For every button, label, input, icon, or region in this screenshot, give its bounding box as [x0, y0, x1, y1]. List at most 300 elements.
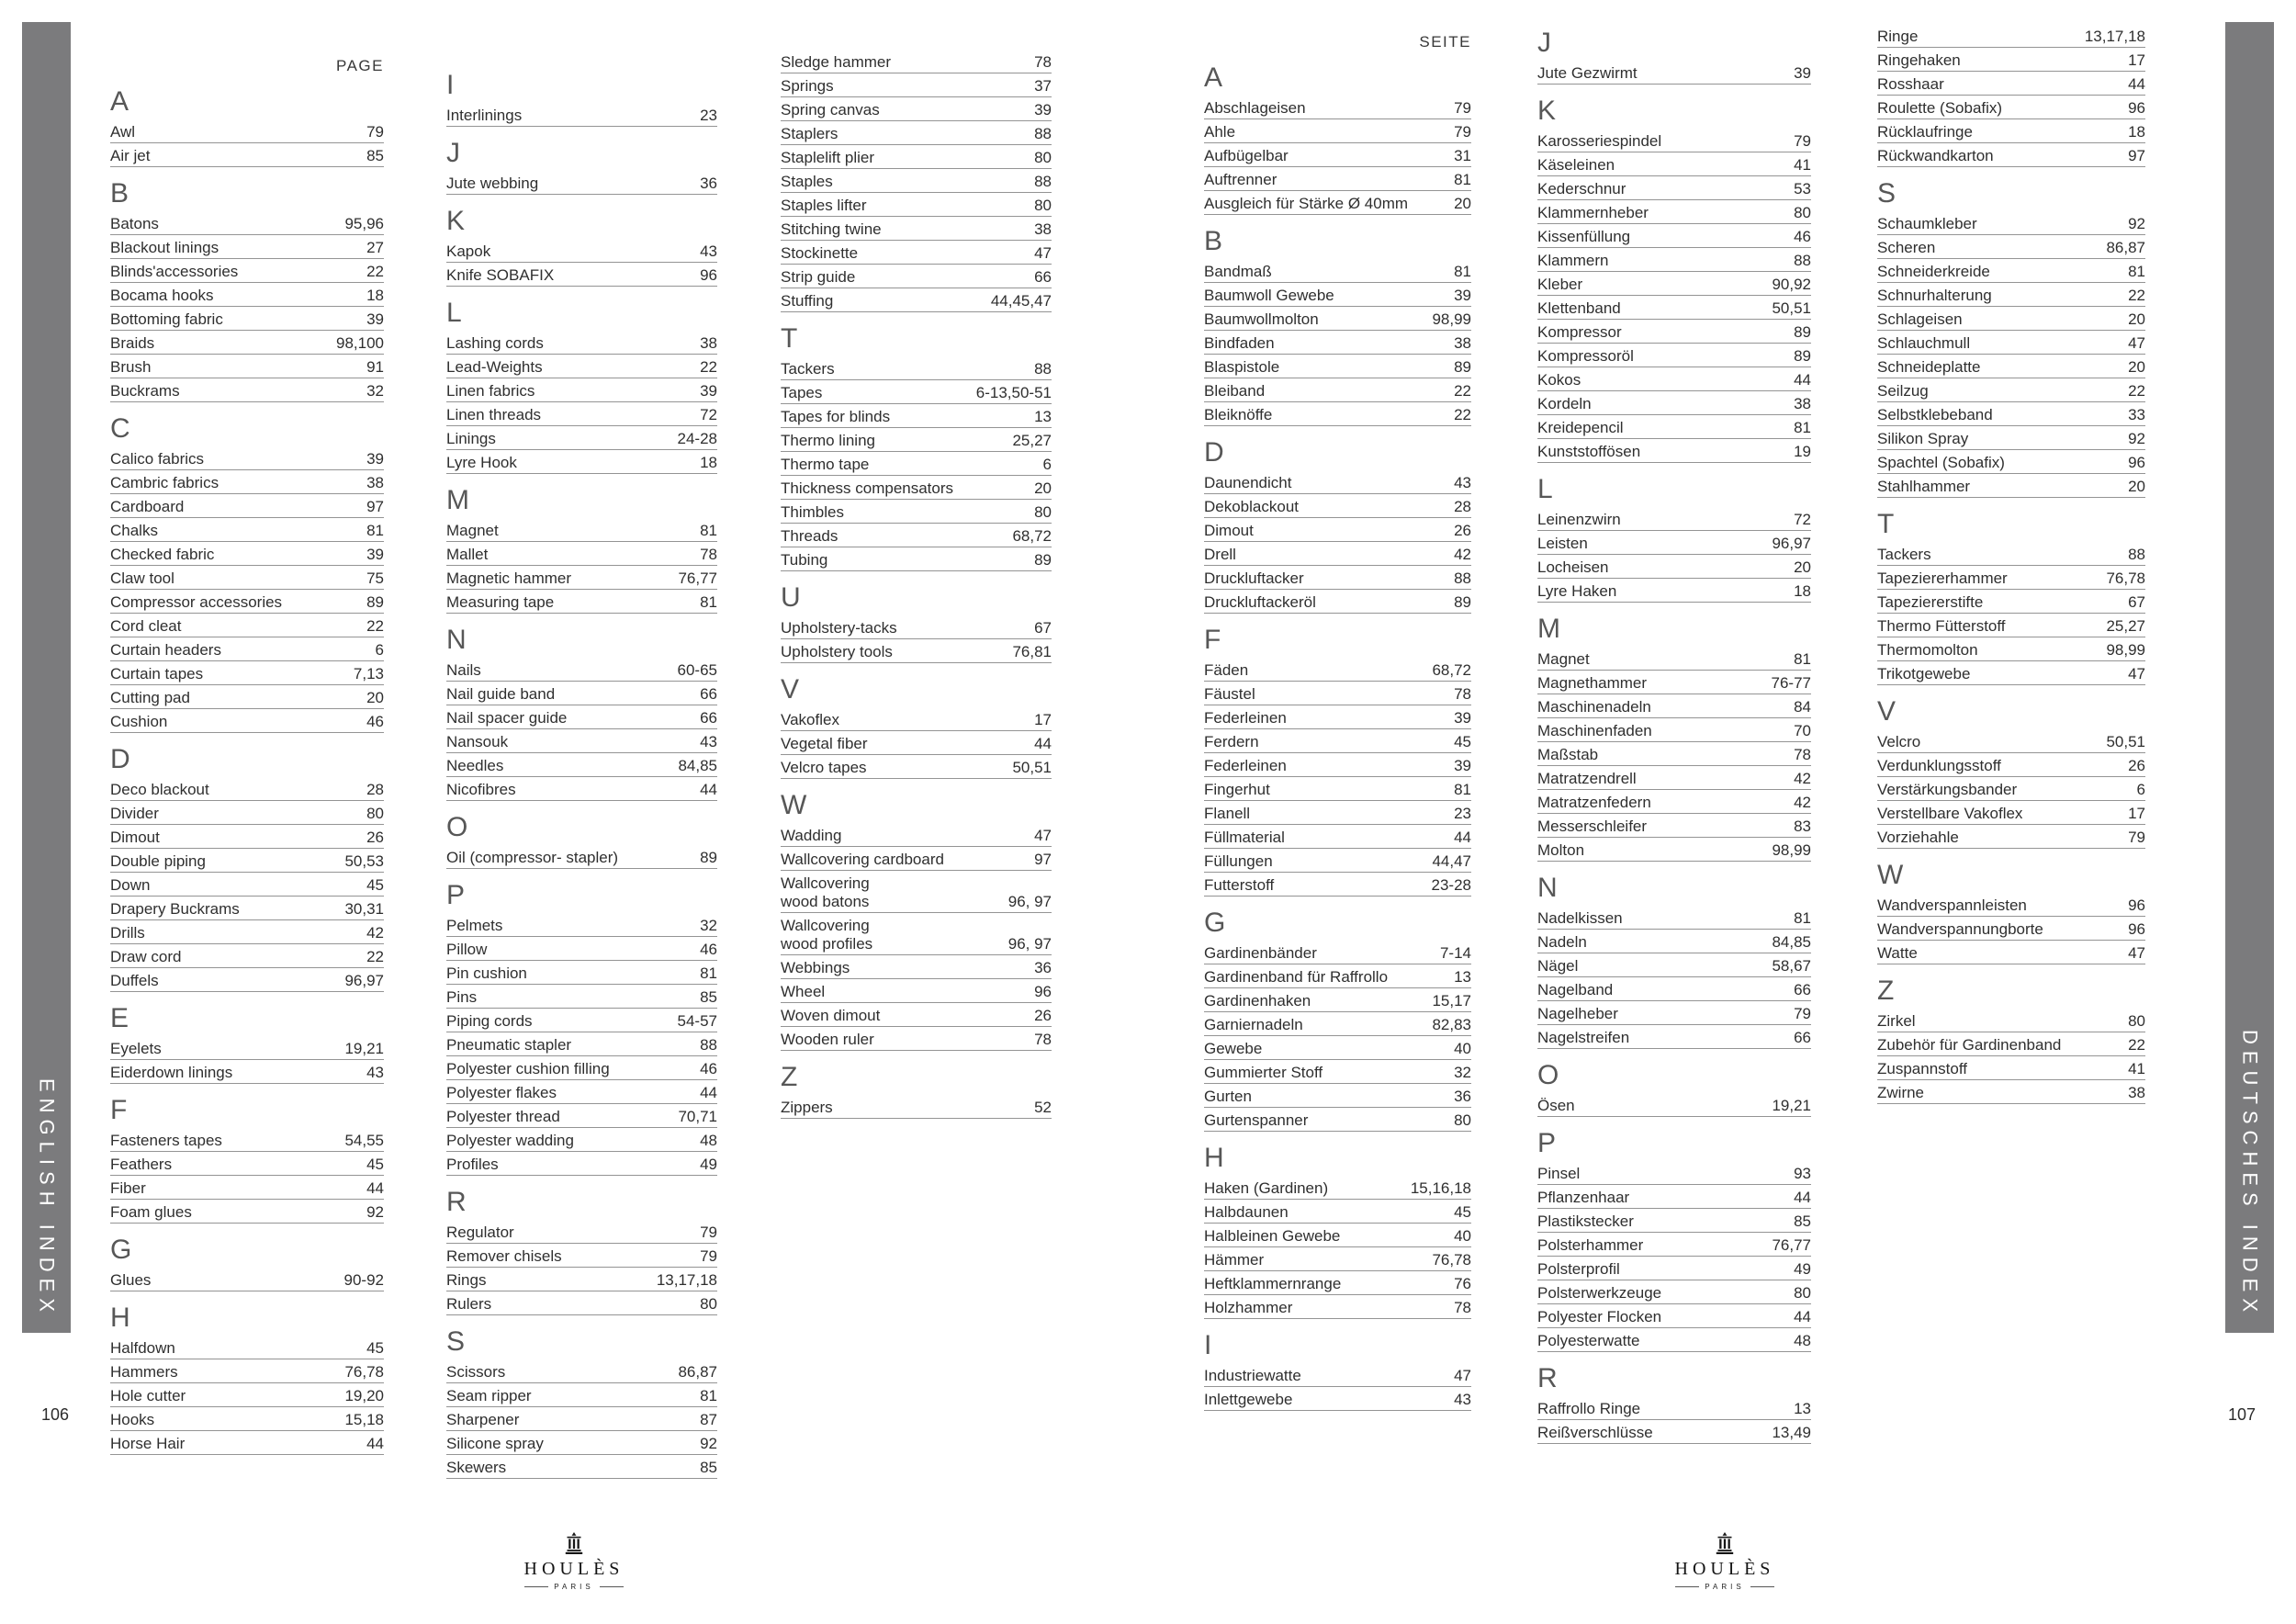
entry-page-number: 81 — [1454, 781, 1471, 798]
index-entry — [1877, 123, 2145, 143]
entry-name: Vakoflex — [781, 711, 839, 728]
entry-name: Seilzug — [1877, 382, 1929, 400]
index-entry — [1537, 933, 1811, 953]
entry-name: Thickness compensators — [781, 479, 954, 497]
entry-name: Schneideplatte — [1877, 358, 1981, 376]
entry-page-number: 96, 97 — [1007, 893, 1052, 910]
entry-name: Drapery Buckrams — [110, 900, 240, 918]
index-entry — [110, 900, 384, 920]
entry-page-number: 92 — [2128, 430, 2145, 447]
entry-name: Gewebe — [1204, 1040, 1263, 1057]
entry-name: Nicofibres — [446, 781, 516, 798]
entry-page-number: 76,77 — [678, 570, 717, 587]
entry-page-number: 6 — [2136, 781, 2145, 798]
index-entry — [110, 1064, 384, 1084]
entry-page-number: 81 — [1454, 171, 1471, 188]
entry-page-number: 91 — [366, 358, 384, 376]
entry-page-number: 96 — [2128, 454, 2145, 471]
section-letter: O — [1537, 1060, 1559, 1090]
entry-name: Bandmaß — [1204, 263, 1272, 280]
entry-page-number: 76 — [1454, 1275, 1471, 1292]
entry-name: Maschinenadeln — [1537, 698, 1651, 716]
entry-page-number: 15,18 — [344, 1411, 384, 1428]
index-entry — [110, 498, 384, 518]
entry-name: Velcro — [1877, 733, 1921, 750]
entry-page-number: 13 — [1034, 408, 1052, 425]
index-entry — [781, 456, 1052, 476]
index-entry — [1877, 781, 2145, 801]
index-entry — [1537, 650, 1811, 671]
entry-page-number: 50,51 — [1012, 759, 1052, 776]
entry-page-number: 38 — [1794, 395, 1811, 412]
entry-page-number: 67 — [2128, 593, 2145, 611]
index-entry — [1877, 593, 2145, 614]
index-entry — [1537, 276, 1811, 296]
index-entry — [781, 735, 1052, 755]
entry-page-number: 79 — [1454, 99, 1471, 117]
entry-name: Blackout linings — [110, 239, 219, 256]
index-entry — [446, 1132, 717, 1152]
entry-name: Käseleinen — [1537, 156, 1615, 174]
entry-name: Spachtel (Sobafix) — [1877, 454, 2005, 471]
index-entry — [1204, 1179, 1471, 1200]
entry-name: Halfdown — [110, 1339, 175, 1357]
entry-page-number: 38 — [700, 334, 717, 352]
entry-name: Magnet — [1537, 650, 1590, 668]
entry-name: Verdunklungsstoff — [1877, 757, 2001, 774]
entry-page-number: 15,16,18 — [1410, 1179, 1471, 1197]
entry-page-number: 88 — [1454, 570, 1471, 587]
entry-name: Interlinings — [446, 107, 523, 124]
entry-page-number: 47 — [1034, 827, 1052, 844]
entry-page-number: 68,72 — [1012, 527, 1052, 545]
entry-page-number: 25,27 — [2106, 617, 2145, 635]
index-entry — [1537, 1165, 1811, 1185]
entry-name: Oil (compressor- stapler) — [446, 849, 619, 866]
entry-page-number: 46 — [366, 713, 384, 730]
entry-page-number: 7-14 — [1439, 944, 1471, 962]
index-entry — [781, 173, 1052, 193]
section-letter: I — [1204, 1330, 1212, 1360]
index-entry-first-line: Wallcovering — [781, 874, 870, 892]
section-letter: U — [781, 582, 801, 613]
entry-page-number: 79 — [1794, 1005, 1811, 1022]
index-entry — [1204, 781, 1471, 801]
entry-page-number: 30,31 — [344, 900, 384, 918]
deutsches-index-tab — [2225, 22, 2274, 1333]
section-letter: P — [446, 880, 466, 910]
entry-page-number: 43 — [700, 733, 717, 750]
entry-page-number: 76,81 — [1012, 643, 1052, 660]
index-entry — [110, 972, 384, 992]
entry-name: Pin cushion — [446, 964, 527, 982]
entry-name: Klammernheber — [1537, 204, 1649, 221]
entry-name: Pflanzenhaar — [1537, 1189, 1630, 1206]
index-entry — [1204, 1016, 1471, 1036]
entry-name: Schnurhalterung — [1877, 287, 1992, 304]
entry-name: Füllungen — [1204, 852, 1273, 870]
index-entry — [1537, 419, 1811, 439]
entry-name: Inlettgewebe — [1204, 1391, 1293, 1408]
entry-page-number: 47 — [2128, 665, 2145, 682]
index-entry — [446, 546, 717, 566]
index-column-german-1 — [1204, 0, 1471, 1415]
entry-name: Divider — [110, 805, 159, 822]
entry-page-number: 43 — [366, 1064, 384, 1081]
entry-name: Mallet — [446, 546, 489, 563]
entry-name: Wandverspannungborte — [1877, 920, 2043, 938]
houles-city-label: PARIS — [524, 1583, 623, 1591]
entry-name: Linen threads — [446, 406, 542, 423]
entry-page-number: 86,87 — [2106, 239, 2145, 256]
index-entry — [446, 1036, 717, 1056]
entry-name: Daunendicht — [1204, 474, 1292, 491]
entry-name: Threads — [781, 527, 838, 545]
houles-wordmark: HOULÈS — [1674, 1559, 1775, 1579]
entry-name: Magnet — [446, 522, 499, 539]
section-letter: K — [446, 206, 466, 236]
entry-name: Polsterprofil — [1537, 1260, 1620, 1278]
entry-page-number: 38 — [366, 474, 384, 491]
entry-page-number: 46 — [700, 1060, 717, 1077]
entry-page-number: 26 — [1034, 1007, 1052, 1024]
entry-name: Kokos — [1537, 371, 1581, 389]
entry-name: Curtain headers — [110, 641, 221, 659]
entry-name: Schaumkleber — [1877, 215, 1977, 232]
entry-page-number: 90-92 — [343, 1271, 384, 1289]
entry-name: Halbleinen Gewebe — [1204, 1227, 1341, 1245]
index-entry — [1537, 770, 1811, 790]
entry-page-number: 72 — [700, 406, 717, 423]
entry-name: Pillow — [446, 941, 488, 958]
entry-page-number: 80 — [1034, 149, 1052, 166]
index-entry — [1877, 382, 2145, 402]
entry-name: Dekoblackout — [1204, 498, 1300, 515]
entry-name: Duffels — [110, 972, 159, 989]
index-entry — [1877, 1060, 2145, 1080]
entry-page-number: 92 — [2128, 215, 2145, 232]
entry-name: Aufbügelbar — [1204, 147, 1289, 164]
entry-name: Kompressor — [1537, 323, 1622, 341]
houles-city-label: PARIS — [1675, 1583, 1773, 1591]
entry-name: Druckluftackeröl — [1204, 593, 1316, 611]
section-letter: F — [1204, 625, 1221, 655]
entry-page-number: 23 — [1454, 805, 1471, 822]
index-entry — [110, 334, 384, 355]
entry-name: Trikotgewebe — [1877, 665, 1971, 682]
index-entry — [1877, 665, 2145, 685]
entry-page-number: 98,100 — [336, 334, 384, 352]
entry-name: Piping cords — [446, 1012, 533, 1030]
entry-name: Wallcovering cardboard — [781, 851, 944, 868]
entry-name: Thimbles — [781, 503, 844, 521]
entry-page-number: 28 — [366, 781, 384, 798]
entry-page-number: 37 — [1034, 77, 1052, 95]
index-entry — [1204, 1299, 1471, 1319]
index-entry — [110, 263, 384, 283]
index-entry — [1204, 195, 1471, 215]
entry-name: Zubehör für Gardinenband — [1877, 1036, 2062, 1054]
entry-page-number: 44 — [700, 781, 717, 798]
entry-page-number: 22 — [1454, 406, 1471, 423]
entry-page-number: 79 — [700, 1224, 717, 1241]
entry-name: Flanell — [1204, 805, 1251, 822]
index-entry — [1877, 1036, 2145, 1056]
index-entry — [110, 215, 384, 235]
entry-page-number: 44 — [1034, 735, 1052, 752]
entry-page-number: 13,49 — [1772, 1424, 1811, 1441]
entry-name: Schneiderkreide — [1877, 263, 1990, 280]
index-entry — [1877, 310, 2145, 331]
entry-page-number: 44,45,47 — [990, 292, 1052, 310]
section-letter: M — [446, 485, 469, 515]
entry-page-number: 44,47 — [1432, 852, 1471, 870]
entry-page-number: 92 — [366, 1203, 384, 1221]
index-entry — [1537, 794, 1811, 814]
entry-page-number: 20 — [1794, 558, 1811, 576]
entry-name: Wheel — [781, 983, 826, 1000]
index-entry — [1204, 1275, 1471, 1295]
entry-page-number: 89 — [700, 849, 717, 866]
entry-name: Horse Hair — [110, 1435, 186, 1452]
index-entry — [110, 147, 384, 167]
index-entry — [781, 479, 1052, 500]
index-entry — [781, 935, 1052, 955]
index-entry — [446, 1435, 717, 1455]
index-entry — [1204, 852, 1471, 873]
index-entry — [1537, 558, 1811, 579]
entry-name: Tapes — [781, 384, 823, 401]
entry-page-number: 96 — [2128, 897, 2145, 914]
entry-page-number: 75 — [366, 570, 384, 587]
entry-name: Linings — [446, 430, 496, 447]
index-entry — [1537, 132, 1811, 152]
index-entry — [446, 917, 717, 937]
entry-name: Nagelheber — [1537, 1005, 1618, 1022]
entry-page-number: 41 — [2128, 1060, 2145, 1077]
entry-page-number: 18 — [2128, 123, 2145, 141]
section-letter: F — [110, 1095, 128, 1125]
deutsches-index-tab-label: DEUTSCHES INDEX — [2238, 1029, 2262, 1318]
houles-wordmark: HOULÈS — [523, 1559, 625, 1579]
entry-name: Drills — [110, 924, 145, 942]
entry-page-number: 6 — [375, 641, 384, 659]
entry-name: Tackers — [1877, 546, 1931, 563]
entry-page-number: 67 — [1034, 619, 1052, 637]
entry-page-number: 39 — [366, 546, 384, 563]
entry-name: Braids — [110, 334, 155, 352]
entry-name: Knife SOBAFIX — [446, 266, 555, 284]
entry-name: Schlauchmull — [1877, 334, 1971, 352]
section-letter: G — [110, 1235, 132, 1265]
index-entry — [781, 149, 1052, 169]
entry-name: Industriewatte — [1204, 1367, 1301, 1384]
section-letter: A — [1204, 62, 1223, 93]
entry-page-number: 66 — [700, 709, 717, 727]
index-entry — [1877, 287, 2145, 307]
index-entry — [446, 1060, 717, 1080]
entry-page-number: 39 — [366, 310, 384, 328]
index-entry — [446, 685, 717, 705]
entry-page-number: 85 — [700, 1459, 717, 1476]
entry-page-number: 85 — [366, 147, 384, 164]
index-entry — [1204, 685, 1471, 705]
entry-name: Wandverspannleisten — [1877, 897, 2027, 914]
index-entry — [446, 1295, 717, 1315]
section-letter: N — [446, 625, 467, 655]
entry-name: Druckluftacker — [1204, 570, 1304, 587]
index-entry — [1877, 617, 2145, 637]
entry-page-number: 47 — [2128, 334, 2145, 352]
entry-page-number: 39 — [1794, 64, 1811, 82]
entry-page-number: 40 — [1454, 1227, 1471, 1245]
entry-page-number: 32 — [1454, 1064, 1471, 1081]
entry-page-number: 80 — [1454, 1111, 1471, 1129]
index-entry — [1204, 546, 1471, 566]
index-entry — [1204, 733, 1471, 753]
index-entry — [446, 242, 717, 263]
index-entry — [1204, 171, 1471, 191]
entry-name: Thermomolton — [1877, 641, 1978, 659]
entry-page-number: 22 — [366, 948, 384, 965]
entry-name: Gummierter Stoff — [1204, 1064, 1323, 1081]
houles-logo — [473, 1532, 675, 1591]
entry-page-number: 22 — [1454, 382, 1471, 400]
entry-name: Zippers — [781, 1099, 833, 1116]
entry-page-number: 80 — [700, 1295, 717, 1313]
entry-name: Strip guide — [781, 268, 856, 286]
entry-name: Jute webbing — [446, 175, 539, 192]
index-entry — [781, 360, 1052, 380]
entry-name: Bocama hooks — [110, 287, 214, 304]
entry-name: Baumwoll Gewebe — [1204, 287, 1334, 304]
index-entry — [1537, 1212, 1811, 1233]
section-letter: V — [1877, 696, 1896, 727]
entry-page-number: 54-57 — [677, 1012, 717, 1030]
index-entry — [1877, 920, 2145, 941]
entry-name: Gurtenspanner — [1204, 1111, 1309, 1129]
entry-name: Nail guide band — [446, 685, 556, 703]
index-column-english-3 — [781, 0, 1052, 1122]
entry-page-number: 44 — [1794, 371, 1811, 389]
index-entry — [446, 757, 717, 777]
entry-name: Air jet — [110, 147, 151, 164]
section-letter: K — [1537, 96, 1557, 126]
entry-page-number: 96 — [2128, 920, 2145, 938]
entry-page-number: 44 — [1454, 829, 1471, 846]
entry-page-number: 19,20 — [344, 1387, 384, 1404]
entry-page-number: 6-13,50-51 — [975, 384, 1052, 401]
index-entry — [1537, 395, 1811, 415]
entry-page-number: 84,85 — [678, 757, 717, 774]
index-entry — [1877, 897, 2145, 917]
entry-name: Thermo Fütterstoff — [1877, 617, 2006, 635]
entry-name: Kederschnur — [1537, 180, 1626, 197]
index-entry — [781, 1031, 1052, 1051]
index-entry — [781, 432, 1052, 452]
entry-page-number: 22 — [366, 617, 384, 635]
entry-name: Klettenband — [1537, 299, 1621, 317]
page-number-left: 106 — [41, 1405, 70, 1424]
index-entry — [1204, 876, 1471, 897]
index-entry — [1204, 757, 1471, 777]
index-entry — [1537, 1005, 1811, 1025]
index-entry — [110, 924, 384, 944]
entry-page-number: 96,97 — [1772, 535, 1811, 552]
entry-page-number: 38 — [1034, 220, 1052, 238]
entry-page-number: 19 — [1794, 443, 1811, 460]
entry-name: Halbdaunen — [1204, 1203, 1289, 1221]
index-entry — [110, 665, 384, 685]
entry-name: Leinenzwirn — [1537, 511, 1621, 528]
index-entry — [446, 175, 717, 195]
entry-name: Fäden — [1204, 661, 1249, 679]
entry-page-number: 41 — [1794, 156, 1811, 174]
entry-page-number: 95,96 — [344, 215, 384, 232]
index-entry — [1204, 1227, 1471, 1247]
index-entry — [1537, 535, 1811, 555]
entry-name: Bleiknöffe — [1204, 406, 1273, 423]
index-entry — [1537, 1260, 1811, 1280]
section-letter: D — [1204, 437, 1224, 468]
index-entry — [1204, 474, 1471, 494]
index-entry — [781, 893, 1052, 913]
index-entry — [110, 522, 384, 542]
index-entry — [110, 570, 384, 590]
entry-page-number: 50,51 — [1772, 299, 1811, 317]
entry-page-number: 70 — [1794, 722, 1811, 739]
entry-name: Polyesterwatte — [1537, 1332, 1640, 1349]
entry-page-number: 84 — [1794, 698, 1811, 716]
index-entry — [1204, 992, 1471, 1012]
entry-name: Nagelstreifen — [1537, 1029, 1630, 1046]
index-entry — [1537, 299, 1811, 320]
index-entry — [1204, 709, 1471, 729]
entry-name: Ausgleich für Stärke Ø 40mm — [1204, 195, 1409, 212]
index-entry — [1537, 511, 1811, 531]
index-entry — [446, 1387, 717, 1407]
entry-name: Scissors — [446, 1363, 506, 1381]
section-letter: J — [446, 138, 460, 168]
entry-name: Vorziehahle — [1877, 829, 1959, 846]
entry-name: Eiderdown linings — [110, 1064, 233, 1081]
entry-name: Nägel — [1537, 957, 1579, 975]
entry-name: Klammern — [1537, 252, 1609, 269]
entry-name: wood batons — [781, 893, 870, 910]
entry-page-number: 84,85 — [1772, 933, 1811, 951]
entry-name: Tapeziererhammer — [1877, 570, 2008, 587]
index-entry — [446, 1459, 717, 1479]
entry-page-number: 80 — [2128, 1012, 2145, 1030]
index-entry — [1877, 215, 2145, 235]
entry-page-number: 96,97 — [344, 972, 384, 989]
index-entry — [1204, 1391, 1471, 1411]
entry-name: Hooks — [110, 1411, 155, 1428]
entry-page-number: 23-28 — [1431, 876, 1471, 894]
index-entry — [1204, 661, 1471, 682]
entry-page-number: 90,92 — [1772, 276, 1811, 293]
index-entry — [781, 268, 1052, 288]
entry-page-number: 98,99 — [1432, 310, 1471, 328]
entry-name: Vegetal fiber — [781, 735, 868, 752]
index-column-english-2 — [446, 0, 717, 1483]
index-entry — [1204, 829, 1471, 849]
entry-page-number: 26 — [1454, 522, 1471, 539]
index-entry — [1537, 818, 1811, 838]
entry-name: Nagelband — [1537, 981, 1614, 998]
entry-page-number: 40 — [1454, 1040, 1471, 1057]
index-entry — [1537, 64, 1811, 85]
